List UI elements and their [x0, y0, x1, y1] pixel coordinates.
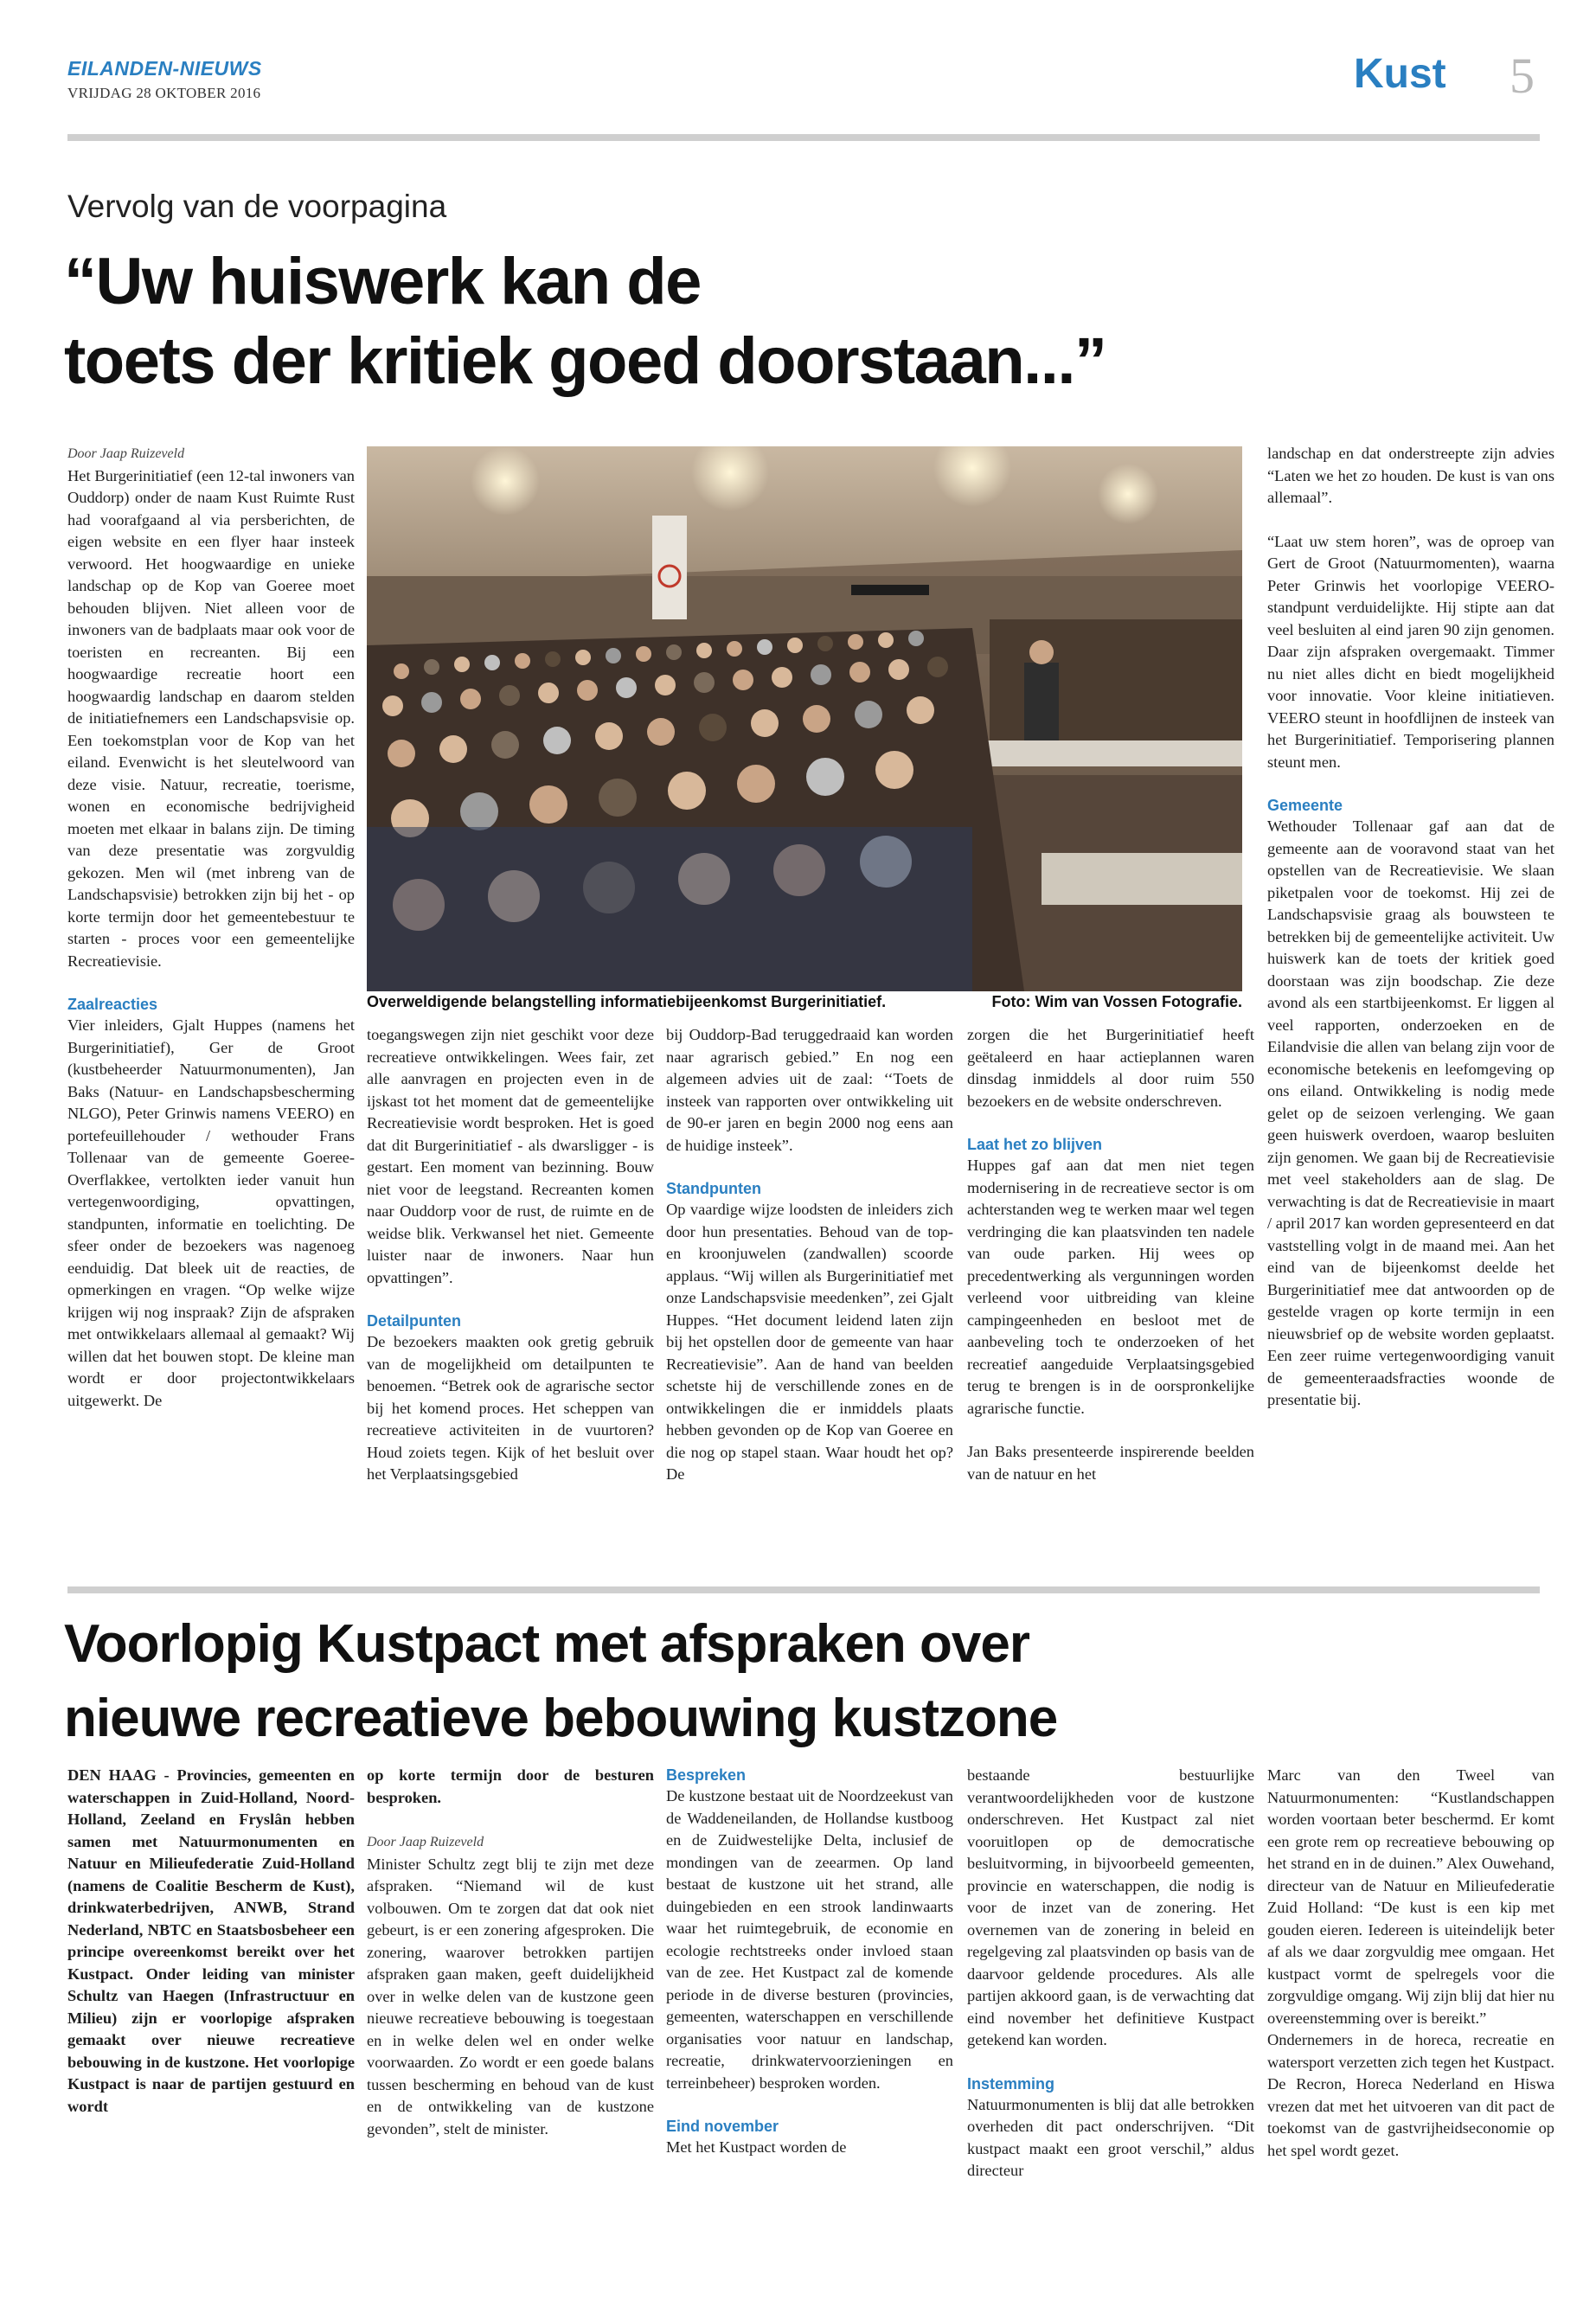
subheading: Standpunten [666, 1180, 761, 1197]
article-kicker: Vervolg van de voorpagina [67, 189, 447, 224]
article-headline [64, 242, 1362, 401]
headline-line-2: toets der kritiek goed doorstaan...” [64, 324, 1106, 398]
issue-date: VRIJDAG 28 OKTOBER 2016 [67, 85, 261, 101]
lead-paragraph: op korte termijn door de besturen besproken. [367, 1766, 654, 1806]
paragraph: Jan Baks presenteerde inspirerende beelden van de natuur en het [967, 1443, 1254, 1483]
article2-headline [64, 1607, 1362, 1756]
subheading: Detailpunten [367, 1312, 462, 1330]
paragraph: Het Burgerinitiatief (een 12-tal inwoners van Ouddorp) onder de naam Kust Ruimte Rust had voorafgaand al via persberichten, de eigen website en een flyer haar insteek verwoord. Het hoogwaardige en unieke landschap op de Kop van Goeree moet behouden blijven. Niet alleen voor de inwoners van de badplaats maar ook voor de toeristen en recreanten. Bij een hoogwaardige recreatie hoort een hoogwaardig landschap en daarom stelden de initiatiefnemers een Landschapsvisie op. Een toekomstplan voor de Kop van het eiland. Evenwicht is het sleutelwoord van deze visie. Natuur, recreatie, toerisme, wonen en economische bedrijvigheid moeten met elkaar in balans zijn. De timing van deze presentatie was zorgvuldig gekozen. Men wil (met inbreng van de Landschapsvisie) betrokken zijn bij het - op korte termijn door het gemeentebestuur te starten - proces voor een gemeentelijke Recreatievisie. [67, 466, 355, 970]
photo-caption-row [367, 993, 1242, 1011]
headline-line-1: “Uw huiswerk kan de [64, 245, 701, 318]
paragraph: Marc van den Tweel van Natuurmonumenten: “Kustlandschappen worden voortaan beter beschermd. Er komt een grote rem op recreatieve bebouwing op het strand en in de duinen.” Alex Ouwehand, directeur van de Natuur en Milieufederatie Zuid Holland: “De kust is een kip met gouden eieren. Iedereen is uiteindelijk beter af als we daar zorgvuldig mee omgaan. Het kustpact vormt de spelregels voor die zorgvuldige omgang. Wij zijn blij dat hier nu overeenstemming over is bereikt.” [1267, 1766, 1554, 2027]
article2-column-5 [1267, 1765, 1554, 2162]
page-number: 5 [1509, 48, 1535, 104]
photo-credit: Foto: Wim van Vossen Fotografie. [991, 993, 1242, 1010]
article1-column-2 [367, 1024, 654, 1486]
top-divider [67, 134, 1540, 141]
article2-column-2 [367, 1765, 654, 2140]
paragraph: landschap en dat onderstreepte zijn advies “Laten we het zo houden. De kust is van ons allemaal”. [1267, 445, 1554, 506]
article2-column-1 [67, 1765, 355, 2118]
article1-column-4 [967, 1024, 1254, 1485]
paragraph: Op vaardige wijze loodsten de inleiders zich door hun presentaties. Behoud van de top- en kroonjuwelen (zandwallen) scoorde applaus. “Wij willen als Burgerinitiatief met onze Landschapsvisie meedenken”, zei Gjalt Huppes. “Het document leidend laten zijn bij het opstellen door de gemeente van haar Recreatievisie”. Aan de hand van beelden schetste hij de verschillende zones en de ontwikkelingen die er inmiddels plaats hebben gevonden op de Kop van Goeree en die nog op stapel staan. Waar houdt het op? De [666, 1201, 953, 1483]
subheading: Gemeente [1267, 797, 1343, 814]
paragraph: De kustzone bestaat uit de Noordzeekust van de Waddeneilanden, de Hollandse kustboog en de Zuidwestelijke Delta, inclusief de mondingen van de zeearmen. Op land bestaat de kustzone uit het strand, alle duingebieden en een strook landinwaarts waar het ruimtegebruik, de economie en ecologie rechtstreeks onder invloed staan van de zee. Het Kustpact zal de komende periode in de diverse besturen (provincies, gemeenten, waterschappen en verschillende organisaties voor natuur en landschap, recreatie, drinkwatervoorzieningen en terreinbeheer) besproken worden. [666, 1787, 953, 2092]
paragraph: Vier inleiders, Gjalt Huppes (namens het Burgerinitiatief), Ger de Groot (kustbeheerder Natuurmonumenten), Jan Baks (Natuur- en Landschapsbescherming NLGO), Peter Grinwis namens VEERO) en portefeuillehouder / wethouder Frans Tollenaar van de gemeente Goeree-Overflakkee, vertolkten ieder vanuit hun vertegenwoordiging, opvattingen, standpunten, informatie en toelichting. De sfeer onder de bezoekers was nagenoeg eenduidig. Dat bleek uit de reacties, de opmerkingen en vragen. “Op welke wijze krijgen wij nog inspraak? Zijn de afspraken met ontwikkelaars allemaal al gemaakt? Wij willen dat het bouwen stopt. De kleine man wordt er door projectontwikkelaars uitgewerkt. De [67, 1016, 355, 1409]
section-title: Kust [1354, 51, 1446, 97]
paragraph: De bezoekers maakten ook gretig gebruik van de mogelijkheid om detailpunten te benoemen. “Betrek ook de agrarische sector bij het komend proces. Het scheppen van recreatieve activiteiten in de vuurtoren? Houd zoiets tegen. Kijk of het besluit over het Verplaatsingsgebied [367, 1333, 654, 1483]
paragraph: bij Ouddorp-Bad teruggedraaid kan worden naar agrarisch gebied.” En nog een algemeen advies uit de zaal: ‘‘Toets de insteek van rapporten over ontwikkeling uit de 90-er jaren en begin 2000 nog eens aan de huidige insteek”. [666, 1026, 953, 1154]
article2-column-3 [666, 1765, 953, 2159]
byline: Door Jaap Ruizeveld [67, 446, 185, 461]
paragraph: toegangswegen zijn niet geschikt voor deze recreatieve ontwikkelingen. Wees fair, zet alle aanvragen en projecten even in de ijskast tot het moment dat de gemeentelijke Recreatievisie wordt besproken. Het is goed dat dit Burgerinitiatief - als dwarsligger - is gestart. Een moment van bezinning. Bouw niet voor de leegstand. Recreanten komen naar Ouddorp voor de rust, de ruimte en de weidse blik. Verkwansel het niet. Gemeente luister naar de inwoners. Naar hun opvattingen”. [367, 1026, 654, 1286]
subheading: Zaalreacties [67, 996, 158, 1013]
paragraph: Natuurmonumenten is blij dat alle betrokken overheden dit pact onderschrijven. “Dit kustpact maakt een groot verschil,” aldus directeur [967, 2095, 1254, 2179]
article1-column-5 [1267, 443, 1554, 1412]
subheading: Laat het zo blijven [967, 1136, 1103, 1153]
photo-caption: Overweldigende belangstelling informatiebijeenkomst Burgerinitiatief. [367, 993, 887, 1010]
paragraph: “Laat uw stem horen”, was de oproep van Gert de Groot (Natuurmomenten), waarna Peter Grinwis het voorlopige VEERO-standpunt verduidelijkte. Hij stipte aan dat veel besluiten al eind jaren 90 zijn genomen. Daar zijn afspraken overgemaakt. Timmer nu niet alles dicht en biedt mogelijkheid voor innovatie. Voor kleine initiatieven. VEERO steunt in hoofdlijnen de insteek van het Burgerinitiatief. Temporisering plannen steunt men. [1267, 532, 1554, 771]
meeting-photo [367, 446, 1242, 991]
paragraph: Met het Kustpact worden de [666, 2138, 847, 2156]
subheading: Bespreken [666, 1766, 747, 1784]
paragraph: Ondernemers in de horeca, recreatie en watersport verzetten zich tegen het Kustpact. De Recron, Horeca Nederland en Hiswa vrezen dat met het uitvoeren van dit pact de toekomst van de gastvrijheidseconomie op het spel wordt gezet. [1267, 2031, 1554, 2159]
headline-line-2: nieuwe recreatieve bebouwing kustzone [64, 1689, 1058, 1748]
article2-column-4 [967, 1765, 1254, 2182]
article-divider [67, 1586, 1540, 1593]
paragraph: bestaande bestuurlijke verantwoordelijkheden voor de kustzone onderschreven. Het Kustpact zal niet vooruitlopen op de democratische besluitvorming, in bijvoorbeeld gemeenten, provincie en waterschappen, die nodig is voor de inzet van de zonering. Het overnemen van de zonering in beleid en regelgeving zal plaatsvinden op basis van de daarvoor geldende procedures. Als alle partijen akkoord gaan, is de verwachting dat eind november het definitieve Kustpact getekend kan worden. [967, 1766, 1254, 2048]
paragraph: zorgen die het Burgerinitiatief heeft geëtaleerd en haar actieplannen waren dinsdag inmiddels al door ruim 550 bezoekers en de website onderschreven. [967, 1026, 1254, 1110]
paragraph: Huppes gaf aan dat men niet tegen modernisering in de recreatieve sector is om achterstanden weg te werken maar wel tegen verdringing die kan plaatsvinden ten nadele van oude parken. Hij wees op precedentwerking als vergunningen worden verleend voor uitbreiding van kleine campingeenheden en besloot met de aanbeveling toch te onderzoeken of het recreatief aangeduide Verplaatsingsgebied terug te brengen is in de oorspronkelijke agrarische functie. [967, 1157, 1254, 1417]
subheading: Eind november [666, 2118, 779, 2135]
lead-paragraph: DEN HAAG - Provincies, gemeenten en waterschappen in Zuid-Holland, Noord-Holland, Zeeland en Fryslân hebben samen met Natuurmonumenten en Natuur en Milieufederatie Zuid-Holland (namens de Coalitie Bescherm de Kust), drinkwaterbedrijven, ANWB, Strand Nederland, NBTC en Staatsbosbeheer een principe overeenkomst bereikt over het Kustpact. Onder leiding van minister Schultz van Haegen (Infrastructuur en Milieu) zijn er voorlopige afspraken gemaakt over nieuwe recreatieve bebouwing in de kustzone. Het voorlopige Kustpact is naar de partijen gestuurd en wordt [67, 1766, 355, 2115]
newspaper-logo: EILANDEN-NIEUWS [67, 57, 262, 80]
headline-line-1: Voorlopig Kustpact met afspraken over [64, 1614, 1029, 1674]
audience-photo-illustration [367, 446, 1242, 991]
article1-column-1 [67, 443, 355, 1412]
byline: Door Jaap Ruizeveld [367, 1835, 484, 1849]
subheading: Instemming [967, 2074, 1055, 2093]
paragraph: Minister Schultz zegt blij te zijn met deze afspraken. “Niemand wil de kust volbouwen. Om te zorgen dat dat ook niet gebeurt, is er een zonering afgesproken. Die zonering, waarover betrokken partijen afspraken gaan maken, geeft duidelijkheid over in welke delen van de kustzone geen nieuwe recreatieve bebouwing is toegestaan en in welke delen wel en onder welke voorwaarden. Zo wordt er een goede balans tussen bescherming en behoud van de kust en de ontwikkeling van de kustzone gevonden”, stelt de minister. [367, 1855, 654, 2138]
paragraph: Wethouder Tollenaar gaf aan dat de gemeente aan de vooravond staat van het opstellen van de Recreatievisie. We slaan piketpalen voor de toekomst. Hij zei de Landschapsvisie graag als bouwsteen te betrekken bij de gemeentelijke activiteit. Uw huiswerk kan de toets der kritiek goed doorstaan was zijn boodschap. Zie deze avond als een startbijeenkomst. Er liggen al veel rapporten, onderzoeken en de Eilandvisie die allen van belang zijn voor de economische betekenis en leefomgeving op ons eiland. Ontwikkeling is nodig mede gelet op de seizoen verlenging. We gaan geen huiswerk overdoen, waarop besluiten zijn genomen. We gaan bij de Recreatievisie met veel stakeholders aan de slag. De verwachting is dat de Recreatievisie in maart / april 2017 kan worden gepresenteerd en dat vaststelling volgt in de maand mei. Aan het eind van de bijeenkomst deelde het Burgerinitiatief mee dat antwoorden op de gestelde vragen op korte termijn in een nieuwsbrief op de website worden geplaatst. Een zeer ruime vertegenwoordiging vanuit de gemeenteraadsfracties woonde de presentatie bij. [1267, 817, 1554, 1408]
article1-column-3 [666, 1024, 953, 1486]
